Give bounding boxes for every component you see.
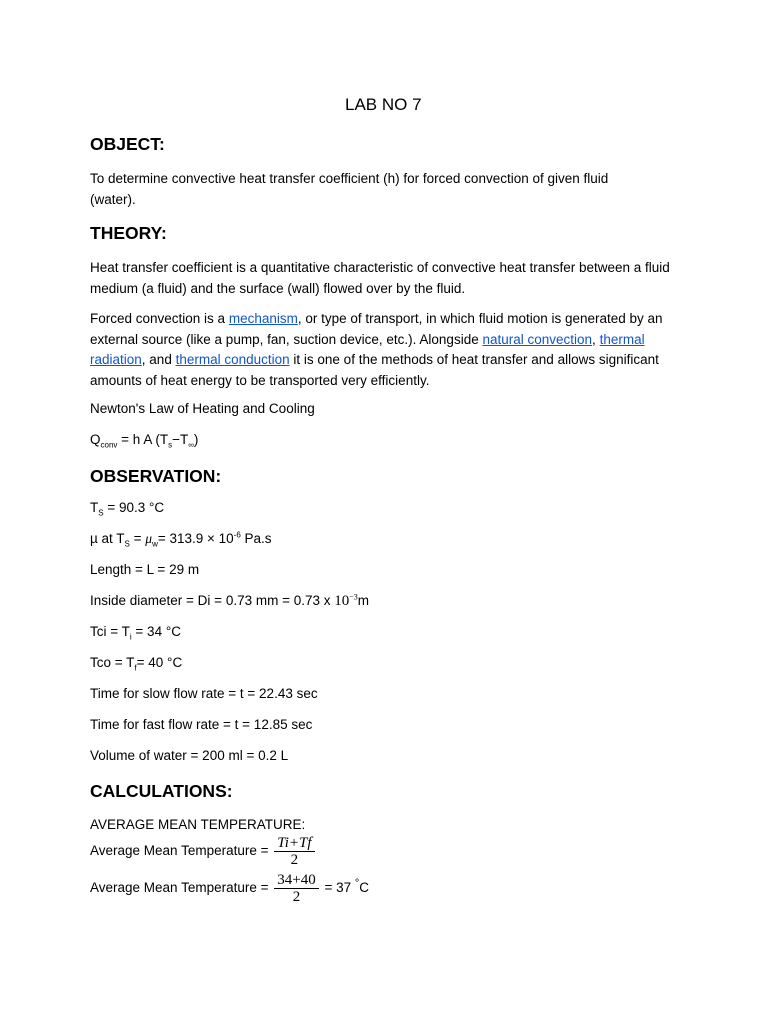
fraction-numerator xyxy=(274,835,314,852)
degree-symbol: ° xyxy=(354,877,360,890)
obs-tco xyxy=(90,655,183,673)
tco-sub: f xyxy=(134,663,137,673)
calc-result-value: = 37 xyxy=(320,880,355,896)
obs-surface-temp xyxy=(90,500,165,518)
mu-ts-sub: S xyxy=(124,539,130,549)
calculations-heading: CALCULATIONS: xyxy=(90,781,233,801)
link-thermal-radiation[interactable]: thermal radiation xyxy=(90,331,645,367)
ts-sub: S xyxy=(98,508,104,518)
obs-water-volume: Volume of water = 200 ml = 0.2 L xyxy=(90,748,289,763)
tco-value: = 40 °C xyxy=(136,655,183,670)
page-title: LAB NO 7 xyxy=(345,95,422,114)
formula-dash: −T xyxy=(172,432,189,447)
newton-law-label: Newton's Law of Heating and Cooling xyxy=(90,401,315,416)
tci-label: Tci = T xyxy=(90,624,130,639)
object-heading: OBJECT: xyxy=(90,134,165,154)
formula-tinf-sub: ∞ xyxy=(188,440,194,450)
tci-value: = 34 °C xyxy=(131,624,181,639)
mu-value: = 313.9 × 10 xyxy=(157,531,234,546)
mu-eq: = xyxy=(129,531,146,546)
mu-unit: Pa.s xyxy=(240,531,272,546)
obs-viscosity xyxy=(90,531,272,547)
theory-heading: THEORY: xyxy=(90,223,167,243)
tci-sub: i xyxy=(129,632,132,642)
formula-q-sub: conv xyxy=(100,440,118,450)
formula-end: ) xyxy=(193,432,199,447)
diameter-base: 10 xyxy=(334,593,350,609)
formula-ts-sub: s xyxy=(168,440,173,450)
obs-length: Length = L = 29 m xyxy=(90,562,200,577)
object-text: To determine convective heat transfer coefficient (h) for forced convection of given fluid (water). xyxy=(90,171,609,207)
convection-formula xyxy=(90,432,199,450)
formula-q: Q xyxy=(90,432,101,447)
calc-result-unit: C xyxy=(359,880,370,896)
observation-heading: OBSERVATION: xyxy=(90,466,222,486)
calc-subheading: AVERAGE MEAN TEMPERATURE: xyxy=(90,817,306,832)
diameter-text: Inside diameter = Di = 0.73 mm = 0.73 x xyxy=(90,593,335,608)
diameter-exponent: −3 xyxy=(349,592,358,602)
para2-text-e: it is one of the methods of heat transfer and allows significant amounts of heat energy to be transported very efficiently. xyxy=(90,352,659,388)
formula-mid: = h A (T xyxy=(117,432,169,447)
mu-w-symbol: μ xyxy=(145,531,153,546)
para2-text-c: , xyxy=(592,331,600,347)
numerator-text: Ti+Tf xyxy=(277,835,312,851)
calc-result-line xyxy=(90,872,369,905)
obs-inside-diameter xyxy=(90,593,369,610)
mu-exponent: -6 xyxy=(233,530,241,540)
theory-paragraph-1: Heat transfer coefficient is a quantitative characteristic of convective heat transfer between a fluid medium (a fluid) and the surface (wall) flowed over by the fluid. xyxy=(90,260,670,296)
fraction-denominator: 2 xyxy=(290,852,299,868)
ts-label: T xyxy=(90,500,99,515)
ts-value: = 90.3 °C xyxy=(103,500,165,515)
calc-formula-line xyxy=(90,835,317,868)
tco-label: Tco = T xyxy=(90,655,135,670)
link-natural-convection[interactable]: natural convection xyxy=(482,331,593,347)
obs-tci xyxy=(90,624,181,642)
fraction-values-numerator: 34+40 xyxy=(274,872,318,889)
obs-fast-flow-time: Time for fast flow rate = t = 12.85 sec xyxy=(90,717,313,732)
fraction-formula xyxy=(274,835,314,868)
fraction-values xyxy=(274,872,318,905)
para2-text-a: Forced convection is a xyxy=(90,311,229,326)
theory-paragraph-2 xyxy=(90,309,685,391)
mu-label: µ at T xyxy=(90,531,125,546)
fraction-values-denominator: 2 xyxy=(292,889,301,905)
calc-line1-label: Average Mean Temperature = xyxy=(90,843,273,859)
link-thermal-conduction[interactable]: thermal conduction xyxy=(175,352,290,367)
calc-line2-label: Average Mean Temperature = xyxy=(90,880,273,896)
mu-w-sub: w xyxy=(152,539,158,549)
obs-slow-flow-time: Time for slow flow rate = t = 22.43 sec xyxy=(90,686,318,701)
link-mechanism[interactable]: mechanism xyxy=(228,311,298,326)
para2-text-d: , and xyxy=(141,352,176,367)
diameter-unit: m xyxy=(357,593,370,608)
para2-text-b: , or type of transport, in which fluid motion is generated by an external source (like a pump, fan, suction device, etc.). Alongside xyxy=(90,311,663,347)
